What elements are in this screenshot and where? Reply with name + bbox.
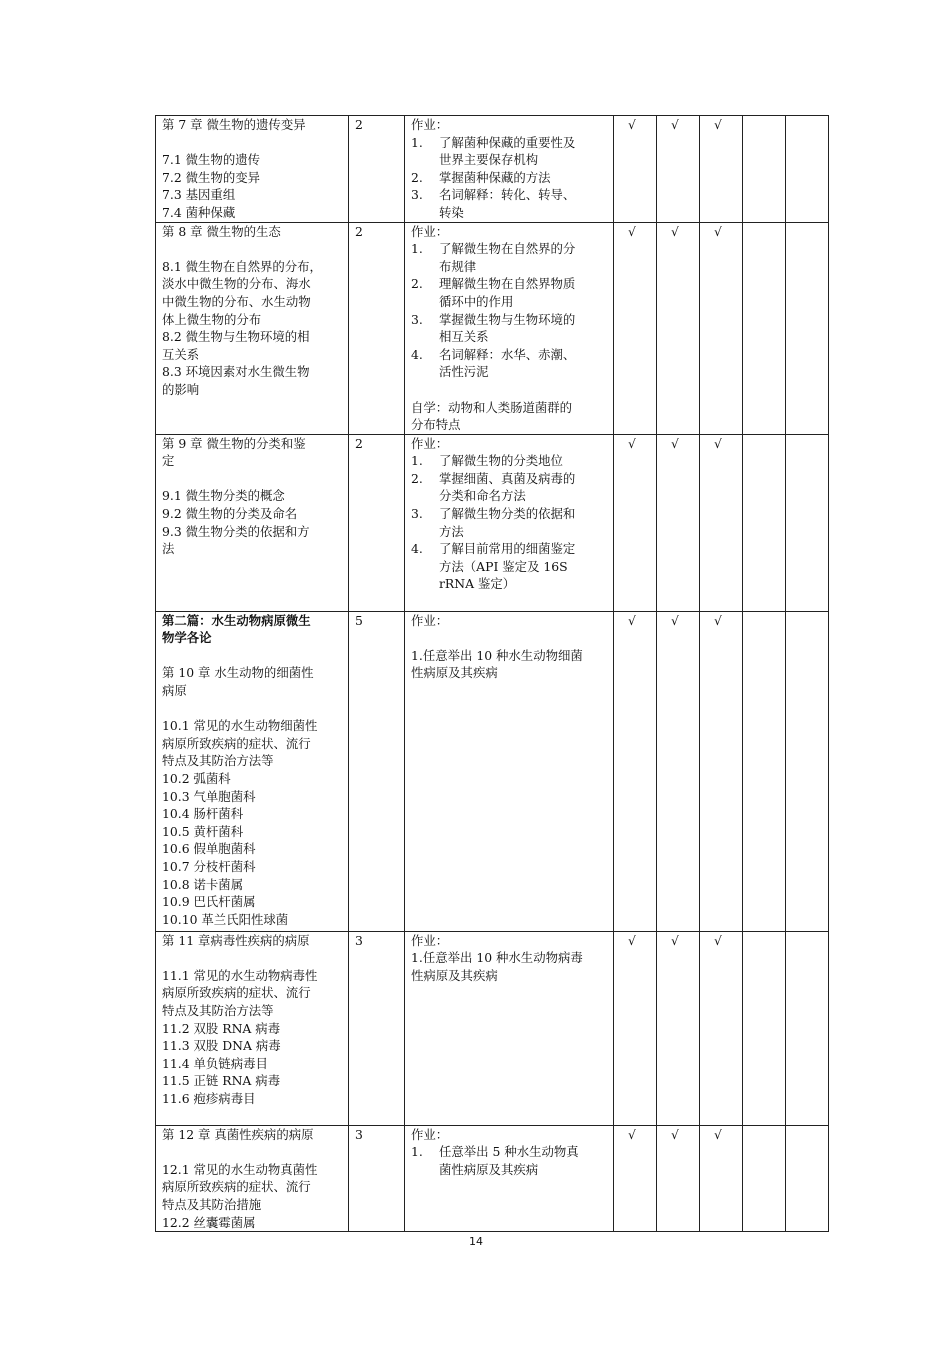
assignment-note-line: 性病原及其疾病: [411, 665, 498, 681]
spacer: [411, 629, 613, 647]
objective-check-cell: [657, 434, 700, 611]
assignment-item: [411, 311, 613, 346]
objective-check-cell: [786, 931, 829, 1125]
objective-check-cell: [743, 611, 786, 931]
objective-check-cell: [700, 1125, 743, 1232]
assignment-cell: [405, 222, 614, 434]
check-mark: √: [714, 435, 722, 451]
topic-line: 第 11 章病毒性疾病的病原: [162, 932, 310, 948]
item-number: 3.: [411, 506, 423, 522]
objective-check-cell: [614, 931, 657, 1125]
page-number: 14: [469, 1235, 483, 1248]
topic-line: 特点及其防治措施: [162, 1197, 262, 1213]
spacer: [162, 240, 348, 258]
assignment-note-line: 自学：动物和人类肠道菌群的: [411, 399, 573, 415]
objective-check-cell: [614, 434, 657, 611]
item-text-line: 掌握微生物与生物环境的: [439, 311, 576, 327]
objective-check-cell: [786, 611, 829, 931]
topic-line: 8.3 环境因素对水生微生物: [162, 364, 310, 380]
topic-line: 第 10 章 水生动物的细菌性: [162, 665, 314, 681]
topic-line: 互关系: [162, 346, 200, 362]
assignment-note-line: 1.任意举出 10 种水生动物细菌: [411, 647, 583, 663]
topic-line: 7.4 菌种保藏: [162, 204, 236, 220]
spacer: [411, 381, 613, 399]
check-mark: √: [628, 612, 636, 628]
check-mark: √: [628, 435, 636, 451]
topic-line: 11.4 单负链病毒目: [162, 1055, 268, 1071]
item-text-line: 了解微生物在自然界的分: [439, 241, 576, 257]
item-text-line: 掌握菌种保藏的方法: [439, 169, 551, 185]
objective-check-cell: [700, 116, 743, 223]
topic-line: 病原所致疾病的症状、流行: [162, 985, 311, 1001]
item-number: 3.: [411, 311, 423, 327]
objective-check-cell: [786, 222, 829, 434]
topic-line: 10.2 弧菌科: [162, 771, 231, 787]
table-row: [156, 1125, 829, 1232]
table-row: [156, 434, 829, 611]
objective-check-cell: [657, 931, 700, 1125]
hours-cell: [349, 1125, 405, 1232]
assignment-item: [411, 240, 613, 275]
check-mark: √: [714, 117, 722, 132]
topic-line: 10.9 巴氏杆菌属: [162, 894, 256, 910]
check-mark: √: [628, 117, 636, 132]
item-text-line: 名词解释：水华、赤潮、: [439, 346, 576, 362]
topic-line: 法: [162, 541, 175, 557]
hours-value: 2: [355, 117, 363, 132]
topic-line: 9.3 微生物分类的依据和方: [162, 523, 310, 539]
hours-value: 5: [355, 612, 363, 628]
objective-check-cell: [700, 222, 743, 434]
objective-check-cell: [743, 116, 786, 223]
item-text-line: 相互关系: [439, 329, 489, 345]
hours-cell: [349, 931, 405, 1125]
topic-line: 的影响: [162, 381, 200, 397]
spacer: [162, 1143, 348, 1161]
objective-check-cell: [657, 1125, 700, 1232]
item-text-line: 分类和命名方法: [439, 488, 526, 504]
topic-line: 7.1 微生物的遗传: [162, 152, 260, 168]
spacer: [162, 470, 348, 488]
hours-value: 3: [355, 1126, 363, 1142]
objective-check-cell: [614, 1125, 657, 1232]
item-number: 1.: [411, 1144, 423, 1160]
check-mark: √: [671, 435, 679, 451]
item-number: 4.: [411, 541, 423, 557]
item-text-line: 了解目前常用的细菌鉴定: [439, 541, 576, 557]
hours-value: 3: [355, 932, 363, 948]
topic-line: 10.8 诺卡菌属: [162, 876, 244, 892]
assignment-item: [411, 346, 613, 381]
topic-line: 中微生物的分布、水生动物: [162, 293, 311, 309]
check-mark: √: [714, 223, 722, 239]
item-number: 1.: [411, 134, 423, 150]
objective-check-cell: [743, 222, 786, 434]
topic-line: 10.10 革兰氏阳性球菌: [162, 911, 289, 927]
objective-check-cell: [786, 116, 829, 223]
item-text-line: 方法: [439, 523, 464, 539]
chapter-topic-cell: [156, 931, 349, 1125]
topic-line: 病原: [162, 683, 187, 699]
topic-line: 11.6 疱疹病毒目: [162, 1091, 256, 1107]
chapter-topic-cell: [156, 611, 349, 931]
objective-check-cell: [700, 434, 743, 611]
topic-line: 9.2 微生物的分类及命名: [162, 506, 298, 522]
topic-line: 11.5 正链 RNA 病毒: [162, 1073, 281, 1089]
assignment-heading: 作业：: [411, 1126, 449, 1142]
topic-line: 11.1 常见的水生动物病毒性: [162, 967, 318, 983]
assignment-item: [411, 134, 613, 169]
objective-check-cell: [657, 611, 700, 931]
assignment-heading: 作业：: [411, 932, 449, 948]
objective-check-cell: [614, 611, 657, 931]
check-mark: √: [671, 1126, 679, 1142]
check-mark: √: [714, 932, 722, 948]
assignment-item: [411, 1143, 613, 1178]
topic-line: 10.3 气单胞菌科: [162, 788, 256, 804]
table-row: [156, 611, 829, 931]
item-number: 2.: [411, 169, 423, 185]
assignment-heading: 作业：: [411, 435, 449, 451]
item-text-line: 循环中的作用: [439, 293, 514, 309]
chapter-topic-cell: [156, 434, 349, 611]
assignment-item: [411, 505, 613, 540]
hours-cell: [349, 222, 405, 434]
check-mark: √: [671, 612, 679, 628]
topic-line: 8.1 微生物在自然界的分布，: [162, 258, 322, 274]
item-text-line: 理解微生物在自然界物质: [439, 276, 576, 292]
hours-value: 2: [355, 223, 363, 239]
item-number: 4.: [411, 346, 423, 362]
check-mark: √: [671, 117, 679, 132]
objective-check-cell: [614, 116, 657, 223]
assignment-note-line: 性病原及其疾病: [411, 967, 498, 983]
topic-line: 10.1 常见的水生动物细菌性: [162, 718, 318, 734]
hours-cell: [349, 116, 405, 223]
assignment-note-line: 分布特点: [411, 417, 461, 433]
topic-line: 淡水中微生物的分布、海水: [162, 276, 311, 292]
topic-line: 12.1 常见的水生动物真菌性: [162, 1161, 318, 1177]
assignment-cell: [405, 931, 614, 1125]
assignment-cell: [405, 116, 614, 223]
topic-line: 10.7 分枝杆菌科: [162, 859, 256, 874]
topic-line: 7.2 微生物的变异: [162, 169, 260, 185]
objective-check-cell: [743, 931, 786, 1125]
check-mark: √: [714, 1126, 722, 1142]
chapter-topic-cell: [156, 116, 349, 223]
topic-line: 12.2 丝囊霉菌属: [162, 1214, 256, 1230]
chapter-topic-cell: [156, 1125, 349, 1232]
check-mark: √: [671, 223, 679, 239]
item-text-line: 方法（API 鉴定及 16S: [439, 558, 568, 574]
objective-check-cell: [786, 434, 829, 611]
topic-line: 8.2 微生物与生物环境的相: [162, 329, 310, 345]
topic-line: 10.4 肠杆菌科: [162, 806, 244, 822]
part-heading-line: 第二篇：水生动物病原微生: [162, 612, 311, 628]
item-text-line: 菌性病原及其疾病: [439, 1161, 539, 1177]
item-number: 1.: [411, 453, 423, 469]
spacer: [162, 134, 348, 152]
hours-cell: [349, 611, 405, 931]
topic-line: 病原所致疾病的症状、流行: [162, 735, 311, 751]
assignment-heading: 作业：: [411, 117, 449, 132]
assignment-cell: [405, 434, 614, 611]
assignment-heading: 作业：: [411, 612, 449, 628]
objective-check-cell: [743, 434, 786, 611]
topic-line: 体上微生物的分布: [162, 311, 262, 327]
item-text-line: 名词解释：转化、转导、: [439, 187, 576, 203]
topic-line: 第 7 章 微生物的遗传变异: [162, 117, 306, 132]
chapter-topic-cell: [156, 222, 349, 434]
table-row: [156, 116, 829, 223]
topic-line: 第 9 章 微生物的分类和鉴: [162, 435, 306, 451]
assignment-cell: [405, 611, 614, 931]
objective-check-cell: [614, 222, 657, 434]
part-heading-line: 物学各论: [162, 630, 212, 646]
item-text-line: 了解微生物的分类地位: [439, 453, 563, 469]
item-text-line: 掌握细菌、真菌及病毒的: [439, 470, 576, 486]
objective-check-cell: [786, 1125, 829, 1232]
check-mark: √: [628, 932, 636, 948]
assignment-item: [411, 540, 613, 593]
assignment-cell: [405, 1125, 614, 1232]
objective-check-cell: [657, 222, 700, 434]
assignment-item: [411, 169, 613, 187]
topic-line: 10.5 黄杆菌科: [162, 823, 244, 839]
topic-line: 第 12 章 真菌性疾病的病原: [162, 1126, 314, 1142]
item-text-line: 布规律: [439, 258, 477, 274]
spacer: [162, 647, 348, 665]
topic-line: 特点及其防治方法等: [162, 1003, 274, 1019]
item-text-line: rRNA 鉴定）: [439, 576, 516, 592]
table-row: [156, 222, 829, 434]
hours-cell: [349, 434, 405, 611]
item-text-line: 世界主要保存机构: [439, 152, 539, 168]
objective-check-cell: [657, 116, 700, 223]
assignment-heading: 作业：: [411, 223, 449, 239]
topic-line: 9.1 微生物分类的概念: [162, 488, 285, 504]
topic-line: 11.3 双股 DNA 病毒: [162, 1038, 281, 1054]
assignment-note-line: 1.任意举出 10 种水生动物病毒: [411, 950, 583, 966]
objective-check-cell: [700, 611, 743, 931]
item-number: 3.: [411, 187, 423, 203]
item-number: 2.: [411, 470, 423, 486]
objective-check-cell: [743, 1125, 786, 1232]
topic-line: 第 8 章 微生物的生态: [162, 223, 281, 239]
assignment-item: [411, 186, 613, 221]
objective-check-cell: [700, 931, 743, 1125]
assignment-item: [411, 452, 613, 470]
topic-line: 特点及其防治方法等: [162, 753, 274, 769]
item-number: 2.: [411, 276, 423, 292]
check-mark: √: [628, 1126, 636, 1142]
check-mark: √: [628, 223, 636, 239]
item-number: 1.: [411, 241, 423, 257]
topic-line: 定: [162, 453, 175, 469]
item-text-line: 了解菌种保藏的重要性及: [439, 134, 576, 150]
check-mark: √: [671, 932, 679, 948]
item-text-line: 转染: [439, 204, 464, 220]
assignment-item: [411, 275, 613, 310]
check-mark: √: [714, 612, 722, 628]
item-text-line: 了解微生物分类的依据和: [439, 506, 576, 522]
spacer: [162, 700, 348, 718]
topic-line: 10.6 假单胞菌科: [162, 841, 256, 857]
spacer: [162, 949, 348, 967]
syllabus-table-body: [156, 116, 829, 1232]
table-row: [156, 931, 829, 1125]
hours-value: 2: [355, 435, 363, 451]
topic-line: 病原所致疾病的症状、流行: [162, 1179, 311, 1195]
syllabus-table: [155, 115, 829, 1232]
item-text-line: 活性污泥: [439, 364, 489, 380]
assignment-item: [411, 470, 613, 505]
topic-line: 7.3 基因重组: [162, 187, 236, 203]
topic-line: 11.2 双股 RNA 病毒: [162, 1020, 281, 1036]
item-text-line: 任意举出 5 种水生动物真: [439, 1144, 579, 1160]
